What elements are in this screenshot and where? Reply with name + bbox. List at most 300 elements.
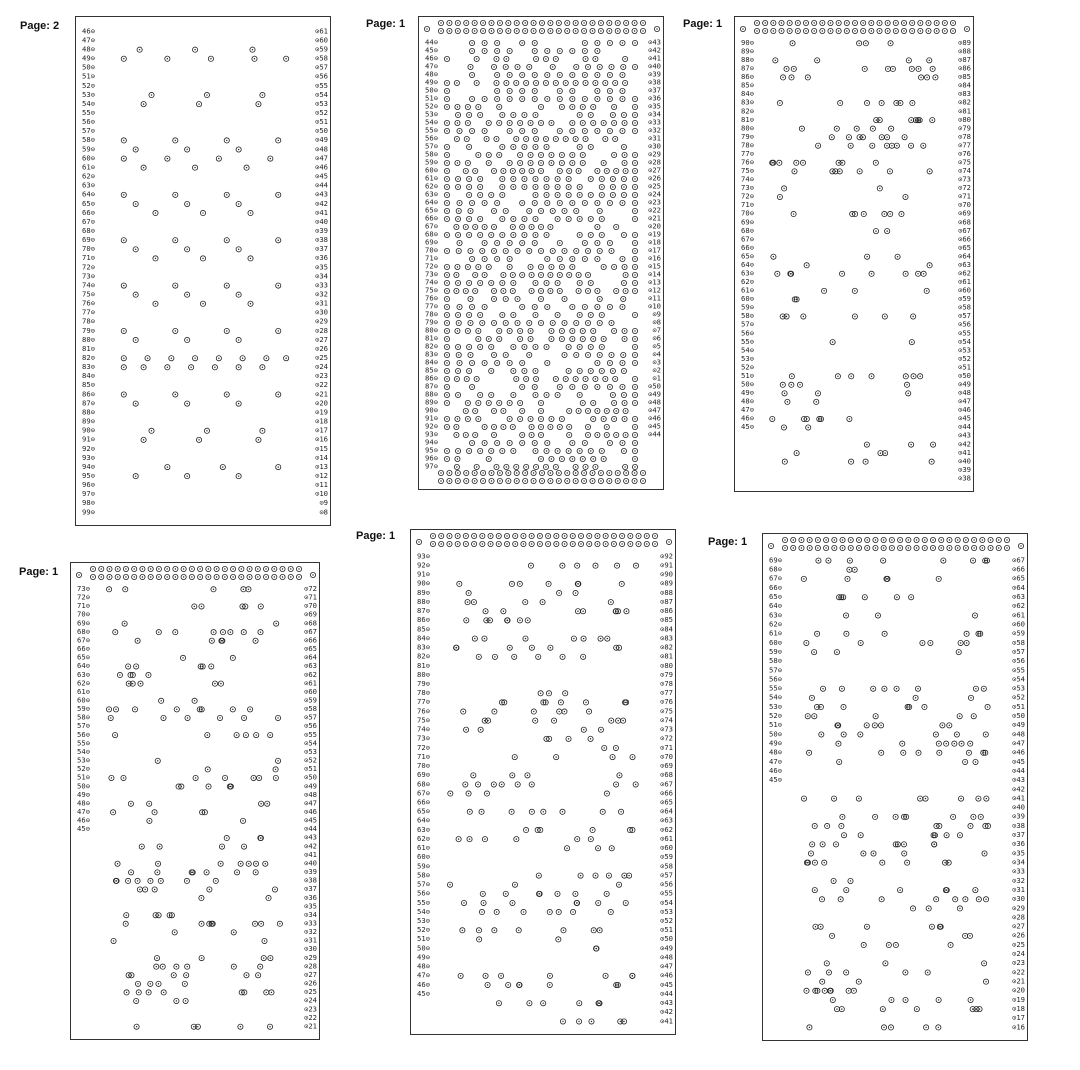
left-pin-label: 55⊙	[77, 738, 90, 748]
interior-pin	[929, 459, 934, 464]
interior-pin	[141, 365, 146, 370]
interior-pin	[804, 988, 809, 993]
interior-pin	[141, 102, 146, 107]
interior-pin	[780, 382, 785, 387]
header-pin	[640, 20, 645, 25]
interior-pin	[595, 256, 600, 261]
footer-pin	[590, 470, 595, 475]
interior-pin	[497, 120, 502, 125]
interior-pin	[461, 709, 466, 714]
interior-pin	[900, 741, 905, 746]
interior-pin	[632, 40, 637, 45]
interior-pin	[217, 715, 222, 720]
left-pin-label: 58⊙	[741, 311, 754, 321]
interior-pin	[946, 860, 951, 865]
interior-pin	[609, 64, 614, 69]
interior-pin	[554, 754, 559, 759]
left-pin-label: 76⊙	[741, 157, 754, 167]
right-pin-label: ⊙58	[1012, 637, 1025, 647]
interior-pin	[174, 964, 179, 969]
right-pin-label: ⊙63	[958, 259, 971, 269]
right-pin-label: ⊙39	[648, 69, 661, 79]
interior-pin	[276, 283, 281, 288]
left-pin-label: 61⊙	[425, 173, 438, 183]
header-pin	[548, 28, 553, 33]
interior-pin	[276, 392, 281, 397]
interior-pin	[219, 844, 224, 849]
interior-pin	[981, 686, 986, 691]
interior-pin	[970, 558, 975, 563]
interior-pin	[559, 328, 564, 333]
interior-pin	[982, 961, 987, 966]
interior-pin	[474, 464, 479, 469]
right-pin-label: ⊙26	[315, 343, 328, 353]
interior-pin	[820, 842, 825, 847]
interior-pin	[478, 344, 483, 349]
header-pin	[430, 541, 435, 546]
right-pin-label: ⊙82	[958, 97, 971, 107]
interior-pin	[933, 75, 938, 80]
interior-pin	[465, 264, 470, 269]
interior-pin	[614, 288, 619, 293]
interior-pin	[577, 280, 582, 285]
header-pin	[455, 541, 460, 546]
interior-pin	[835, 374, 840, 379]
interior-pin	[971, 814, 976, 819]
interior-pin	[514, 464, 519, 469]
header-pin	[889, 537, 894, 542]
interior-pin	[444, 344, 449, 349]
footer-pin	[607, 470, 612, 475]
interior-pin	[256, 437, 261, 442]
header-pin	[603, 541, 608, 546]
right-pin-label: ⊙50	[958, 370, 971, 380]
right-pin-label: ⊙70	[304, 601, 317, 611]
right-pin-label: ⊙8	[652, 317, 661, 327]
interior-pin	[595, 240, 600, 245]
interior-pin	[540, 600, 545, 605]
interior-pin	[861, 211, 866, 216]
interior-pin	[596, 900, 601, 905]
right-pin-label: ⊙71	[304, 592, 317, 602]
interior-pin	[511, 344, 516, 349]
right-pin-label: ⊙28	[315, 325, 328, 335]
interior-pin	[134, 998, 139, 1003]
left-pin-label: 50⊙	[417, 943, 430, 953]
left-pin-label: 72⊙	[417, 742, 430, 752]
left-pin-label: 48⊙	[769, 747, 782, 757]
interior-pin	[520, 272, 525, 277]
interior-pin	[117, 672, 122, 677]
interior-pin	[556, 937, 561, 942]
interior-pin	[841, 833, 846, 838]
header-pin	[898, 537, 903, 542]
footer-pin	[598, 478, 603, 483]
interior-pin	[444, 360, 449, 365]
interior-pin	[199, 604, 204, 609]
left-pin-label: 71⊙	[741, 200, 754, 210]
interior-pin	[601, 160, 606, 165]
interior-pin	[820, 686, 825, 691]
interior-pin	[613, 136, 618, 141]
interior-pin	[610, 184, 615, 189]
interior-pin	[251, 775, 256, 780]
interior-pin	[261, 955, 266, 960]
interior-pin	[538, 408, 543, 413]
interior-pin	[273, 775, 278, 780]
interior-pin	[473, 288, 478, 293]
header-pin	[636, 533, 641, 538]
left-pin-label: 85⊙	[417, 624, 430, 634]
right-pin-label: ⊙63	[1012, 592, 1025, 602]
interior-pin	[468, 248, 473, 253]
interior-pin	[504, 80, 509, 85]
interior-pin	[185, 964, 190, 969]
left-pin-label: 54⊙	[82, 98, 95, 108]
left-pin-label: 59⊙	[425, 157, 438, 167]
interior-pin	[621, 280, 626, 285]
interior-pin	[253, 870, 258, 875]
right-pin-label: ⊙59	[315, 44, 328, 54]
right-pin-label: ⊙54	[315, 89, 328, 99]
left-pin-label: 63⊙	[741, 268, 754, 278]
header-pin	[206, 574, 211, 579]
interior-pin	[576, 288, 581, 293]
interior-pin	[548, 288, 553, 293]
page-label-6: Page: 1	[708, 536, 748, 548]
header-pin	[255, 574, 260, 579]
interior-pin	[538, 424, 543, 429]
interior-pin	[454, 136, 459, 141]
interior-pin	[613, 745, 618, 750]
right-pin-label: ⊙85	[958, 72, 971, 82]
interior-pin	[770, 416, 775, 421]
interior-pin	[574, 320, 579, 325]
header-pin	[447, 541, 452, 546]
interior-pin	[207, 887, 212, 892]
interior-pin	[562, 208, 567, 213]
interior-pin	[882, 211, 887, 216]
interior-pin	[527, 1001, 532, 1006]
interior-pin	[608, 909, 613, 914]
header-pin	[803, 20, 808, 25]
interior-pin	[873, 229, 878, 234]
header-pin	[918, 20, 923, 25]
right-pin-label: ⊙30	[648, 141, 661, 151]
header-pin	[782, 537, 787, 542]
interior-pin	[543, 80, 548, 85]
header-pin	[578, 533, 583, 538]
interior-pin	[948, 942, 953, 947]
interior-pin	[456, 208, 461, 213]
interior-pin	[522, 344, 527, 349]
interior-pin	[604, 432, 609, 437]
left-pin-label: 69⊙	[82, 235, 95, 245]
interior-pin	[839, 271, 844, 276]
interior-pin	[632, 272, 637, 277]
interior-pin	[620, 304, 625, 309]
interior-pin	[213, 878, 218, 883]
right-pin-label: ⊙12	[648, 285, 661, 295]
interior-pin	[570, 88, 575, 93]
interior-pin	[623, 168, 628, 173]
interior-pin	[599, 344, 604, 349]
interior-pin	[533, 344, 538, 349]
header-pin	[263, 574, 268, 579]
interior-pin	[609, 718, 614, 723]
left-pin-label: 59⊙	[741, 302, 754, 312]
interior-pin	[231, 964, 236, 969]
interior-pin	[185, 247, 190, 252]
interior-pin	[522, 176, 527, 181]
right-pin-label: ⊙58	[315, 53, 328, 63]
right-pin-label: ⊙35	[315, 262, 328, 272]
interior-pin	[538, 320, 543, 325]
header-pin	[472, 533, 477, 538]
interior-pin	[520, 200, 525, 205]
right-pin-label: ⊙44	[660, 988, 673, 998]
header-pin	[562, 533, 567, 538]
interior-pin	[791, 66, 796, 71]
interior-pin	[455, 264, 460, 269]
interior-pin	[220, 630, 225, 635]
left-pin-label: 60⊙	[769, 637, 782, 647]
interior-pin	[566, 448, 571, 453]
interior-pin	[588, 312, 593, 317]
interior-pin	[447, 882, 452, 887]
interior-pin	[550, 320, 555, 325]
interior-pin	[575, 837, 580, 842]
left-pin-label: 75⊙	[417, 715, 430, 725]
interior-pin	[216, 156, 221, 161]
right-pin-label: ⊙67	[660, 779, 673, 789]
interior-pin	[527, 352, 532, 357]
interior-pin	[610, 368, 615, 373]
right-pin-label: ⊙32	[648, 125, 661, 135]
left-pin-label: 68⊙	[425, 229, 438, 239]
interior-pin	[889, 143, 894, 148]
interior-pin	[455, 312, 460, 317]
interior-pin	[570, 909, 575, 914]
header-pin	[439, 541, 444, 546]
right-pin-label: ⊙27	[1012, 921, 1025, 931]
interior-pin	[819, 897, 824, 902]
right-pin-label: ⊙28	[304, 961, 317, 971]
interior-pin	[613, 80, 618, 85]
header-pin	[198, 574, 203, 579]
header-pin	[901, 28, 906, 33]
interior-pin	[777, 194, 782, 199]
interior-pin	[771, 254, 776, 259]
interior-pin	[604, 408, 609, 413]
interior-pin	[262, 938, 267, 943]
interior-pin	[632, 128, 637, 133]
interior-pin	[925, 970, 930, 975]
left-pin-label: 81⊙	[425, 333, 438, 343]
interior-pin	[444, 280, 449, 285]
header-pin	[438, 20, 443, 25]
right-pin-label: ⊙73	[660, 724, 673, 734]
interior-pin	[532, 96, 537, 101]
interior-pin	[503, 296, 508, 301]
left-pin-label: 71⊙	[425, 253, 438, 263]
right-pin-label: ⊙62	[958, 268, 971, 278]
interior-pin	[467, 184, 472, 189]
footer-pin	[539, 470, 544, 475]
interior-pin	[873, 160, 878, 165]
right-pin-label: ⊙46	[660, 970, 673, 980]
right-pin-label: ⊙49	[958, 379, 971, 389]
interior-pin	[888, 41, 893, 46]
interior-pin	[879, 897, 884, 902]
interior-pin	[520, 240, 525, 245]
interior-pin	[848, 459, 853, 464]
interior-pin	[588, 736, 593, 741]
interior-pin	[632, 248, 637, 253]
interior-pin	[864, 924, 869, 929]
footer-pin	[556, 470, 561, 475]
left-pin-label: 80⊙	[741, 123, 754, 133]
interior-pin	[789, 382, 794, 387]
interior-pin	[457, 360, 462, 365]
interior-pin	[507, 96, 512, 101]
left-pin-label: 85⊙	[741, 80, 754, 90]
right-pin-label: ⊙46	[315, 162, 328, 172]
interior-pin	[533, 718, 538, 723]
interior-pin	[864, 100, 869, 105]
right-pin-label: ⊙41	[958, 447, 971, 457]
interior-pin	[790, 41, 795, 46]
corner-pin	[666, 539, 671, 544]
interior-pin	[555, 280, 560, 285]
interior-pin	[532, 48, 537, 53]
interior-pin	[595, 48, 600, 53]
interior-pin	[538, 264, 543, 269]
interior-pin	[913, 695, 918, 700]
interior-pin	[595, 40, 600, 45]
interior-pin	[559, 160, 564, 165]
corner-pin	[424, 26, 429, 31]
interior-pin	[545, 48, 550, 53]
left-pin-label: 68⊙	[769, 564, 782, 574]
interior-pin	[632, 384, 637, 389]
right-pin-label: ⊙91	[660, 560, 673, 570]
right-pin-label: ⊙18	[648, 237, 661, 247]
left-pin-label: 65⊙	[82, 198, 95, 208]
interior-pin	[491, 168, 496, 173]
interior-pin	[632, 376, 637, 381]
interior-pin	[494, 464, 499, 469]
interior-pin	[497, 328, 502, 333]
header-pin	[930, 545, 935, 550]
interior-pin	[921, 143, 926, 148]
interior-pin	[184, 878, 189, 883]
header-pin	[514, 20, 519, 25]
interior-pin	[520, 360, 525, 365]
interior-pin	[597, 64, 602, 69]
interior-pin	[121, 392, 126, 397]
left-pin-label: 69⊙	[425, 237, 438, 247]
interior-pin	[482, 96, 487, 101]
interior-pin	[573, 136, 578, 141]
interior-pin	[457, 240, 462, 245]
interior-pin	[211, 587, 216, 592]
right-pin-label: ⊙88	[660, 587, 673, 597]
right-pin-label: ⊙37	[1012, 830, 1025, 840]
footer-pin	[438, 470, 443, 475]
right-pin-label: ⊙59	[304, 695, 317, 705]
left-pin-label: 65⊙	[769, 592, 782, 602]
interior-pin	[547, 909, 552, 914]
interior-pin	[218, 681, 223, 686]
interior-pin	[566, 344, 571, 349]
left-pin-label: 79⊙	[82, 325, 95, 335]
right-pin-label: ⊙47	[304, 798, 317, 808]
interior-pin	[773, 58, 778, 63]
interior-pin	[801, 796, 806, 801]
interior-pin	[586, 709, 591, 714]
interior-pin	[957, 906, 962, 911]
interior-pin	[814, 704, 819, 709]
interior-pin	[241, 844, 246, 849]
interior-pin	[234, 870, 239, 875]
interior-pin	[476, 336, 481, 341]
header-pin	[513, 533, 518, 538]
interior-pin	[469, 72, 474, 77]
interior-pin	[555, 392, 560, 397]
interior-pin	[889, 997, 894, 1002]
interior-pin	[614, 168, 619, 173]
header-pin	[280, 566, 285, 571]
interior-pin	[562, 709, 567, 714]
interior-pin	[527, 320, 532, 325]
right-pin-label: ⊙53	[660, 906, 673, 916]
interior-pin	[533, 312, 538, 317]
interior-pin	[791, 211, 796, 216]
header-pin	[595, 541, 600, 546]
interior-pin	[482, 200, 487, 205]
interior-pin	[585, 320, 590, 325]
interior-pin	[224, 192, 229, 197]
right-pin-label: ⊙41	[648, 53, 661, 63]
interior-pin	[538, 208, 543, 213]
interior-pin	[573, 376, 578, 381]
interior-pin	[492, 654, 497, 659]
right-pin-label: ⊙27	[304, 969, 317, 979]
header-pin	[181, 574, 186, 579]
interior-pin	[558, 700, 563, 705]
right-pin-label: ⊙71	[958, 191, 971, 201]
left-pin-label: 48⊙	[417, 961, 430, 971]
right-pin-label: ⊙42	[304, 841, 317, 851]
interior-pin	[968, 823, 973, 828]
header-pin	[439, 533, 444, 538]
interior-pin	[471, 773, 476, 778]
header-pin	[554, 533, 559, 538]
interior-pin	[467, 144, 472, 149]
interior-pin	[482, 272, 487, 277]
header-pin	[565, 20, 570, 25]
interior-pin	[538, 104, 543, 109]
interior-pin	[557, 590, 562, 595]
interior-pin	[555, 448, 560, 453]
interior-pin	[884, 135, 889, 140]
header-pin	[807, 545, 812, 550]
left-pin-label: 57⊙	[77, 721, 90, 731]
interior-pin	[511, 176, 516, 181]
interior-pin	[973, 888, 978, 893]
right-pin-label: ⊙31	[648, 133, 661, 143]
